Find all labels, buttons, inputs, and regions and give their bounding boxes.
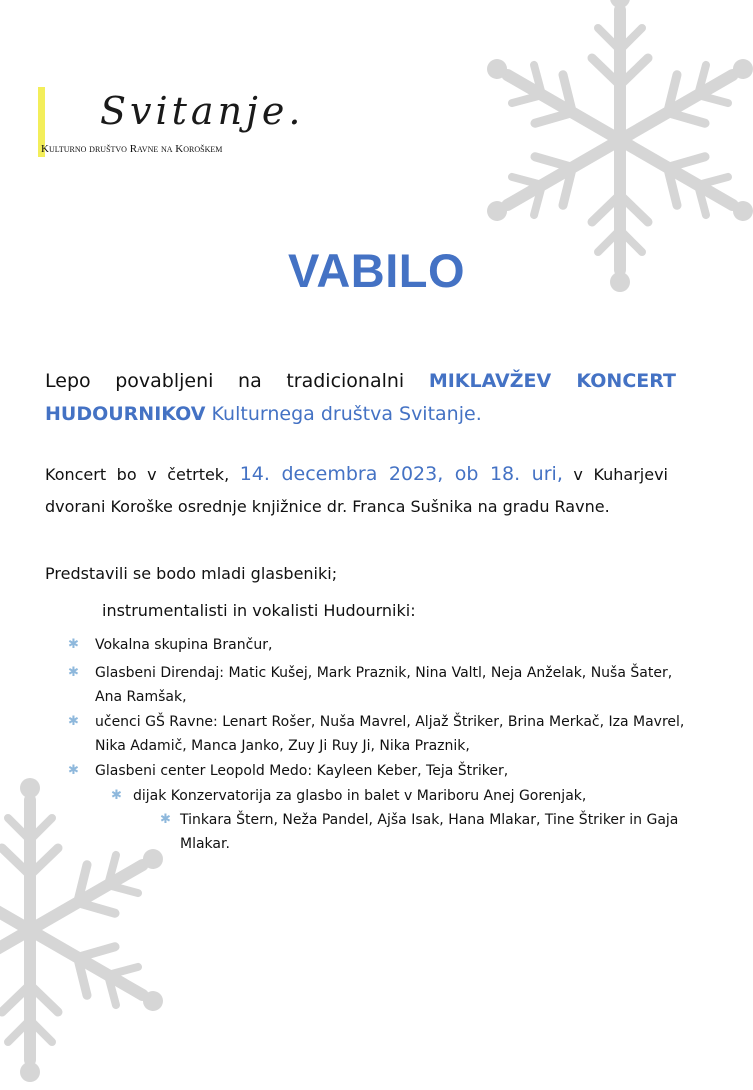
asterisk-bullet-icon: ✱ — [111, 788, 122, 803]
list-item: Glasbeni center Leopold Medo: Kayleen Keber, Teja Štriker, — [95, 763, 509, 779]
list-item: Tinkara Štern, Neža Pandel, Ajša Isak, Hana Mlakar, Tine Štriker in Gaja Mlakar. — [180, 812, 679, 852]
logo-script: Svitanje. — [100, 89, 305, 133]
concert-paragraph — [45, 458, 668, 523]
concert-venue: v Kuharjevi dvorani Koroške osrednje knjižnice dr. Franca Sušnika na gradu Ravne. — [45, 465, 668, 516]
logo-subtitle: Kulturno društvo Ravne na Koroškem — [41, 143, 223, 155]
intro-text: Lepo povabljeni na tradicionalni — [45, 370, 429, 392]
list-item: učenci GŠ Ravne: Lenart Rošer, Nuša Mavrel, Aljaž Štriker, Brina Merkač, Iza Mavrel, Nika Adamič, Manca Janko, Zuy Ji Ruy Ji, Nika Praznik, — [95, 714, 685, 754]
intro-society: Kulturnega društva Svitanje. — [205, 403, 482, 425]
instrumentalists-line: instrumentalisti in vokalisti Hudourniki: — [102, 601, 416, 620]
page-title: VABILO — [287, 244, 466, 297]
asterisk-bullet-icon: ✱ — [160, 812, 171, 827]
concert-name: MIKLAVŽEV KONCERT HUDOURNIKOV — [45, 370, 676, 425]
asterisk-bullet-icon: ✱ — [68, 637, 79, 652]
concert-date: 14. decembra 2023, ob 18. uri, — [239, 463, 563, 485]
list-item: Vokalna skupina Brančur, — [95, 637, 273, 653]
present-line: Predstavili se bodo mladi glasbeniki; — [45, 564, 338, 583]
asterisk-bullet-icon: ✱ — [68, 763, 79, 778]
asterisk-bullet-icon: ✱ — [68, 714, 79, 729]
logo — [38, 87, 308, 167]
concert-text: Koncert bo v četrtek, — [45, 465, 240, 484]
asterisk-bullet-icon: ✱ — [68, 665, 79, 680]
intro-paragraph — [45, 365, 676, 431]
list-item: Glasbeni Direndaj: Matic Kušej, Mark Praznik, Nina Valtl, Neja Anželak, Nuša Šater, Ana Ramšak, — [95, 665, 673, 705]
list-item: dijak Konzervatorija za glasbo in balet v Mariboru Anej Gorenjak, — [133, 788, 587, 804]
